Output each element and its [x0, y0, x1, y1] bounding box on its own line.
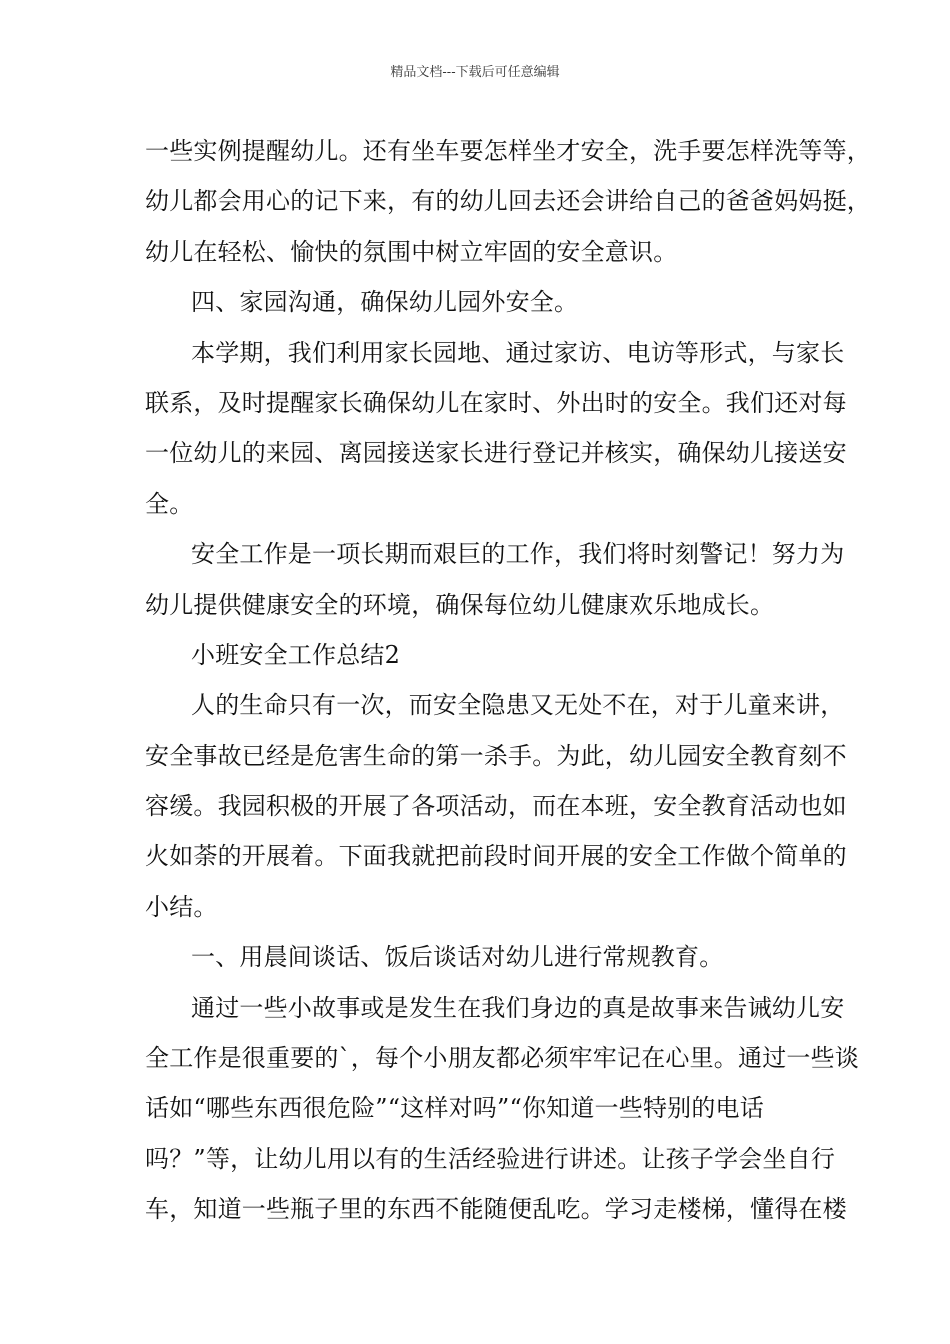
paragraph-line: 全。 — [145, 489, 194, 518]
paragraph-line: 容缓。我园积极的开展了各项活动，而在本班，安全教育活动也如 — [145, 792, 847, 821]
paragraph-line: 安全工作是一项长期而艰巨的工作，我们将时刻警记！努力为 — [191, 540, 845, 569]
paragraph-line: 小结。 — [145, 892, 218, 921]
paragraph-line: 车，知道一些瓶子里的东西不能随便乱吃。学习走楼梯，懂得在楼 — [145, 1195, 847, 1224]
paragraph-line: 安全事故已经是危害生命的第一杀手。为此，幼儿园安全教育刻不 — [145, 741, 847, 770]
document-body — [145, 126, 871, 1235]
paragraph-line: 本学期，我们利用家长园地、通过家访、电访等形式，与家长 — [191, 338, 845, 367]
document-subtitle: 小班安全工作总结2 — [191, 640, 401, 669]
paragraph-line: 联系，及时提醒家长确保幼儿在家时、外出时的安全。我们还对每 — [145, 388, 847, 417]
section-heading: 一、用晨间谈话、饭后谈话对幼儿进行常规教育。 — [191, 943, 724, 972]
paragraph-line: 话如“哪些东西很危险”“这样对吗”“你知道一些特别的电话 — [145, 1094, 764, 1123]
paragraph-line: 一位幼儿的来园、离园接送家长进行登记并核实，确保幼儿接送安 — [145, 439, 847, 468]
paragraph-line: 幼儿提供健康安全的环境，确保每位幼儿健康欢乐地成长。 — [145, 590, 775, 619]
paragraph-line: 幼儿都会用心的记下来，有的幼儿回去还会讲给自己的爸爸妈妈挺， — [145, 187, 871, 216]
paragraph-line: 通过一些小故事或是发生在我们身边的真是故事来告诫幼儿安 — [191, 993, 845, 1022]
page-header: 精品文档---下载后可任意编辑 — [390, 65, 560, 80]
paragraph-line: 人的生命只有一次，而安全隐患又无处不在，对于儿童来讲， — [191, 691, 845, 720]
paragraph-line: 幼儿在轻松、愉快的氛围中树立牢固的安全意识。 — [145, 237, 678, 266]
paragraph-line: 火如荼的开展着。下面我就把前段时间开展的安全工作做个简单的 — [145, 842, 847, 871]
section-heading: 四、家园沟通，确保幼儿园外安全。 — [191, 288, 579, 317]
paragraph-line: 全工作是很重要的`，每个小朋友都必须牢牢记在心里。通过一些谈 — [145, 1044, 859, 1073]
paragraph-line: 吗？”等，让幼儿用以有的生活经验进行讲述。让孩子学会坐自行 — [145, 1144, 836, 1173]
paragraph-line: 一些实例提醒幼儿。还有坐车要怎样坐才安全，洗手要怎样洗等等， — [145, 137, 871, 165]
